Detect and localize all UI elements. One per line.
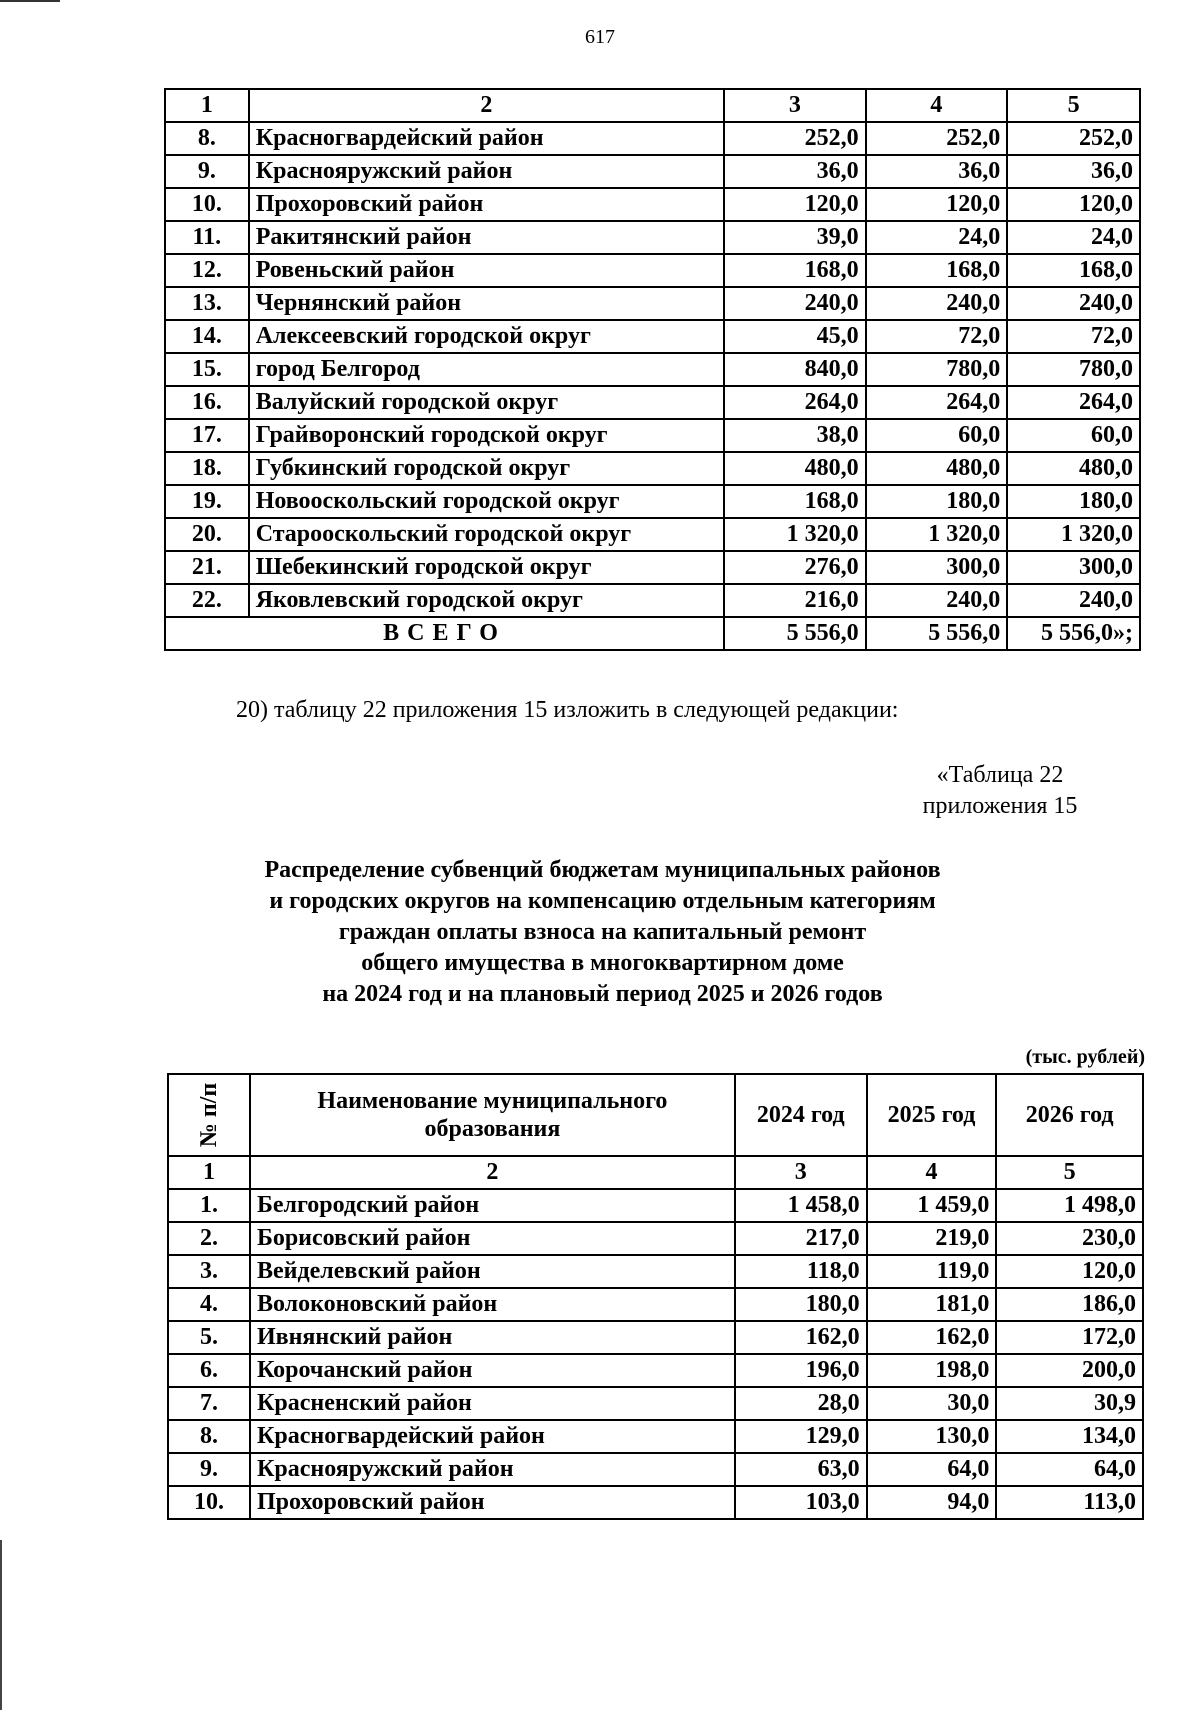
table-row [165,155,1140,188]
title-line: на 2024 год и на плановый период 2025 и 2026 годов [322,981,883,1007]
table-row [165,287,1140,320]
municipality-name: Шебекинский городской округ [249,551,724,584]
row-number: 16. [165,386,249,419]
col-number: 3 [735,1156,867,1189]
municipality-name: Ивнянский район [250,1321,735,1354]
value-2024: 217,0 [735,1222,867,1255]
value-2026: 172,0 [996,1321,1143,1354]
row-number: 4. [168,1288,250,1321]
value-2025: 1 459,0 [867,1189,997,1222]
table-row [165,254,1140,287]
value-2025: 64,0 [867,1453,997,1486]
row-number: 7. [168,1387,250,1420]
value-2026: 200,0 [996,1354,1143,1387]
table-row [168,1222,1143,1255]
municipality-name: Губкинский городской округ [249,452,724,485]
municipality-name: Ракитянский район [249,221,724,254]
value-2026: 264,0 [1007,386,1140,419]
row-number: 3. [168,1255,250,1288]
value-2024: 39,0 [724,221,866,254]
value-2025: 130,0 [867,1420,997,1453]
municipality-name: Краснояружский район [250,1453,735,1486]
table-row [165,485,1140,518]
amendment-paragraph: 20) таблицу 22 приложения 15 изложить в следующей редакции: [236,697,899,723]
municipality-name: Красненский район [250,1387,735,1420]
municipality-name: Валуйский городской округ [249,386,724,419]
table-row [165,419,1140,452]
col-number: 2 [250,1156,735,1189]
row-number: 13. [165,287,249,320]
value-2026: 113,0 [996,1486,1143,1519]
col-number: 4 [866,89,1008,122]
row-number: 8. [168,1420,250,1453]
municipality-name: Грайворонский городской округ [249,419,724,452]
table-row [165,584,1140,617]
row-number: 20. [165,518,249,551]
col-number: 3 [724,89,866,122]
value-2024: 1 320,0 [724,518,866,551]
table-row [168,1189,1143,1222]
value-2026: 24,0 [1007,221,1140,254]
header-name: Наименование муниципального образования [250,1074,735,1156]
col-number: 4 [867,1156,997,1189]
value-2025: 181,0 [867,1288,997,1321]
row-number: 21. [165,551,249,584]
table-reference-line1: «Таблица 22 [936,762,1064,788]
table-header-row [165,89,1140,122]
row-number: 17. [165,419,249,452]
value-2025: 219,0 [867,1222,997,1255]
value-2025: 264,0 [866,386,1008,419]
table-row [165,188,1140,221]
value-2026: 240,0 [1007,287,1140,320]
table-row [168,1288,1143,1321]
row-number: 11. [165,221,249,254]
row-number: 10. [168,1486,250,1519]
municipality-name: Алексеевский городской округ [249,320,724,353]
value-2025: 119,0 [867,1255,997,1288]
value-2026: 186,0 [996,1288,1143,1321]
municipality-name: Старооскольский городской округ [249,518,724,551]
value-2024: 168,0 [724,254,866,287]
municipality-name: Красногвардейский район [249,122,724,155]
table-row [165,551,1140,584]
value-2026: 120,0 [996,1255,1143,1288]
value-2026: 240,0 [1007,584,1140,617]
title-line: граждан оплаты взноса на капитальный ремонт [338,919,867,945]
value-2025: 480,0 [866,452,1008,485]
value-2026: 252,0 [1007,122,1140,155]
value-2024: 252,0 [724,122,866,155]
value-2024: 1 458,0 [735,1189,867,1222]
value-2025: 180,0 [866,485,1008,518]
value-2025: 72,0 [866,320,1008,353]
value-2025: 198,0 [867,1354,997,1387]
municipality-name: Корочанский район [250,1354,735,1387]
municipality-name: Прохоровский район [249,188,724,221]
header-number: № п/п [168,1074,250,1156]
table-continuation [164,88,1141,651]
row-number: 9. [168,1453,250,1486]
value-2025: 60,0 [866,419,1008,452]
value-2025: 162,0 [867,1321,997,1354]
value-2025: 94,0 [867,1486,997,1519]
table-title [150,855,1055,1010]
value-2024: 480,0 [724,452,866,485]
value-2025: 30,0 [867,1387,997,1420]
value-2024: 120,0 [724,188,866,221]
value-2024: 840,0 [724,353,866,386]
municipality-name: Краснояружский район [249,155,724,188]
row-number: 12. [165,254,249,287]
total-label: ВСЕГО [165,617,724,650]
value-2026: 1 498,0 [996,1189,1143,1222]
total-v2026: 5 556,0»; [1007,617,1140,650]
scan-margin-line [0,1540,2,1710]
table-header-row [168,1074,1143,1156]
title-line: общего имущества в многоквартирном доме [361,950,844,976]
municipality-name: Прохоровский район [250,1486,735,1519]
col-number: 1 [165,89,249,122]
table-row [165,320,1140,353]
value-2025: 24,0 [866,221,1008,254]
row-number: 14. [165,320,249,353]
header-2024: 2024 год [735,1074,867,1156]
value-2024: 180,0 [735,1288,867,1321]
value-2026: 780,0 [1007,353,1140,386]
table-row [168,1321,1143,1354]
municipality-name: Яковлевский городской округ [249,584,724,617]
scan-corner-mark [0,0,60,2]
value-2026: 36,0 [1007,155,1140,188]
value-2026: 30,9 [996,1387,1143,1420]
row-number: 5. [168,1321,250,1354]
row-number: 10. [165,188,249,221]
table-row [165,353,1140,386]
table-row [168,1387,1143,1420]
municipality-name: Чернянский район [249,287,724,320]
value-2024: 118,0 [735,1255,867,1288]
municipality-name: Вейделевский район [250,1255,735,1288]
value-2024: 276,0 [724,551,866,584]
value-2025: 120,0 [866,188,1008,221]
table-row [165,518,1140,551]
row-number: 8. [165,122,249,155]
value-2025: 240,0 [866,584,1008,617]
row-number: 1. [168,1189,250,1222]
table-reference-line2: приложения 15 [922,793,1078,819]
title-line: Распределение субвенций бюджетам муниципальных районов [264,857,941,883]
municipality-name: Борисовский район [250,1222,735,1255]
total-row [165,617,1140,650]
value-2024: 196,0 [735,1354,867,1387]
value-2024: 36,0 [724,155,866,188]
table-row [165,386,1140,419]
value-2024: 38,0 [724,419,866,452]
row-number: 15. [165,353,249,386]
municipality-name: Волоконовский район [250,1288,735,1321]
value-2024: 240,0 [724,287,866,320]
table-row [168,1354,1143,1387]
row-number: 18. [165,452,249,485]
table-row [165,452,1140,485]
value-2025: 300,0 [866,551,1008,584]
value-2024: 103,0 [735,1486,867,1519]
value-2024: 63,0 [735,1453,867,1486]
table-row [168,1420,1143,1453]
page-number: 617 [585,26,615,48]
row-number: 22. [165,584,249,617]
col-number: 2 [249,89,724,122]
value-2026: 168,0 [1007,254,1140,287]
col-number: 5 [1007,89,1140,122]
header-2026: 2026 год [996,1074,1143,1156]
municipality-name: Белгородский район [250,1189,735,1222]
table-row [165,221,1140,254]
value-2024: 28,0 [735,1387,867,1420]
value-2024: 168,0 [724,485,866,518]
row-number: 19. [165,485,249,518]
col-number: 1 [168,1156,250,1189]
value-2026: 72,0 [1007,320,1140,353]
value-2026: 134,0 [996,1420,1143,1453]
col-number: 5 [996,1156,1143,1189]
municipality-name: Ровеньский район [249,254,724,287]
table-row [168,1486,1143,1519]
value-2026: 64,0 [996,1453,1143,1486]
subvention-table [167,1073,1144,1520]
value-2025: 780,0 [866,353,1008,386]
total-v2025: 5 556,0 [866,617,1008,650]
table-row [165,122,1140,155]
units-label: (тыс. рублей) [1025,1046,1145,1068]
value-2024: 162,0 [735,1321,867,1354]
municipality-name: Новооскольский городской округ [249,485,724,518]
value-2025: 36,0 [866,155,1008,188]
row-number: 2. [168,1222,250,1255]
value-2026: 230,0 [996,1222,1143,1255]
value-2024: 129,0 [735,1420,867,1453]
value-2026: 180,0 [1007,485,1140,518]
title-line: и городских округов на компенсацию отдельным категориям [269,888,936,914]
table-row [168,1453,1143,1486]
value-2025: 240,0 [866,287,1008,320]
value-2025: 252,0 [866,122,1008,155]
total-v2024: 5 556,0 [724,617,866,650]
table-row [168,1255,1143,1288]
value-2024: 216,0 [724,584,866,617]
municipality-name: Красногвардейский район [250,1420,735,1453]
municipality-name: город Белгород [249,353,724,386]
row-number: 6. [168,1354,250,1387]
row-number: 9. [165,155,249,188]
value-2026: 60,0 [1007,419,1140,452]
value-2024: 45,0 [724,320,866,353]
value-2025: 168,0 [866,254,1008,287]
header-2025: 2025 год [867,1074,997,1156]
value-2026: 120,0 [1007,188,1140,221]
value-2026: 1 320,0 [1007,518,1140,551]
value-2026: 480,0 [1007,452,1140,485]
value-2025: 1 320,0 [866,518,1008,551]
column-numbers-row [168,1156,1143,1189]
value-2026: 300,0 [1007,551,1140,584]
value-2024: 264,0 [724,386,866,419]
